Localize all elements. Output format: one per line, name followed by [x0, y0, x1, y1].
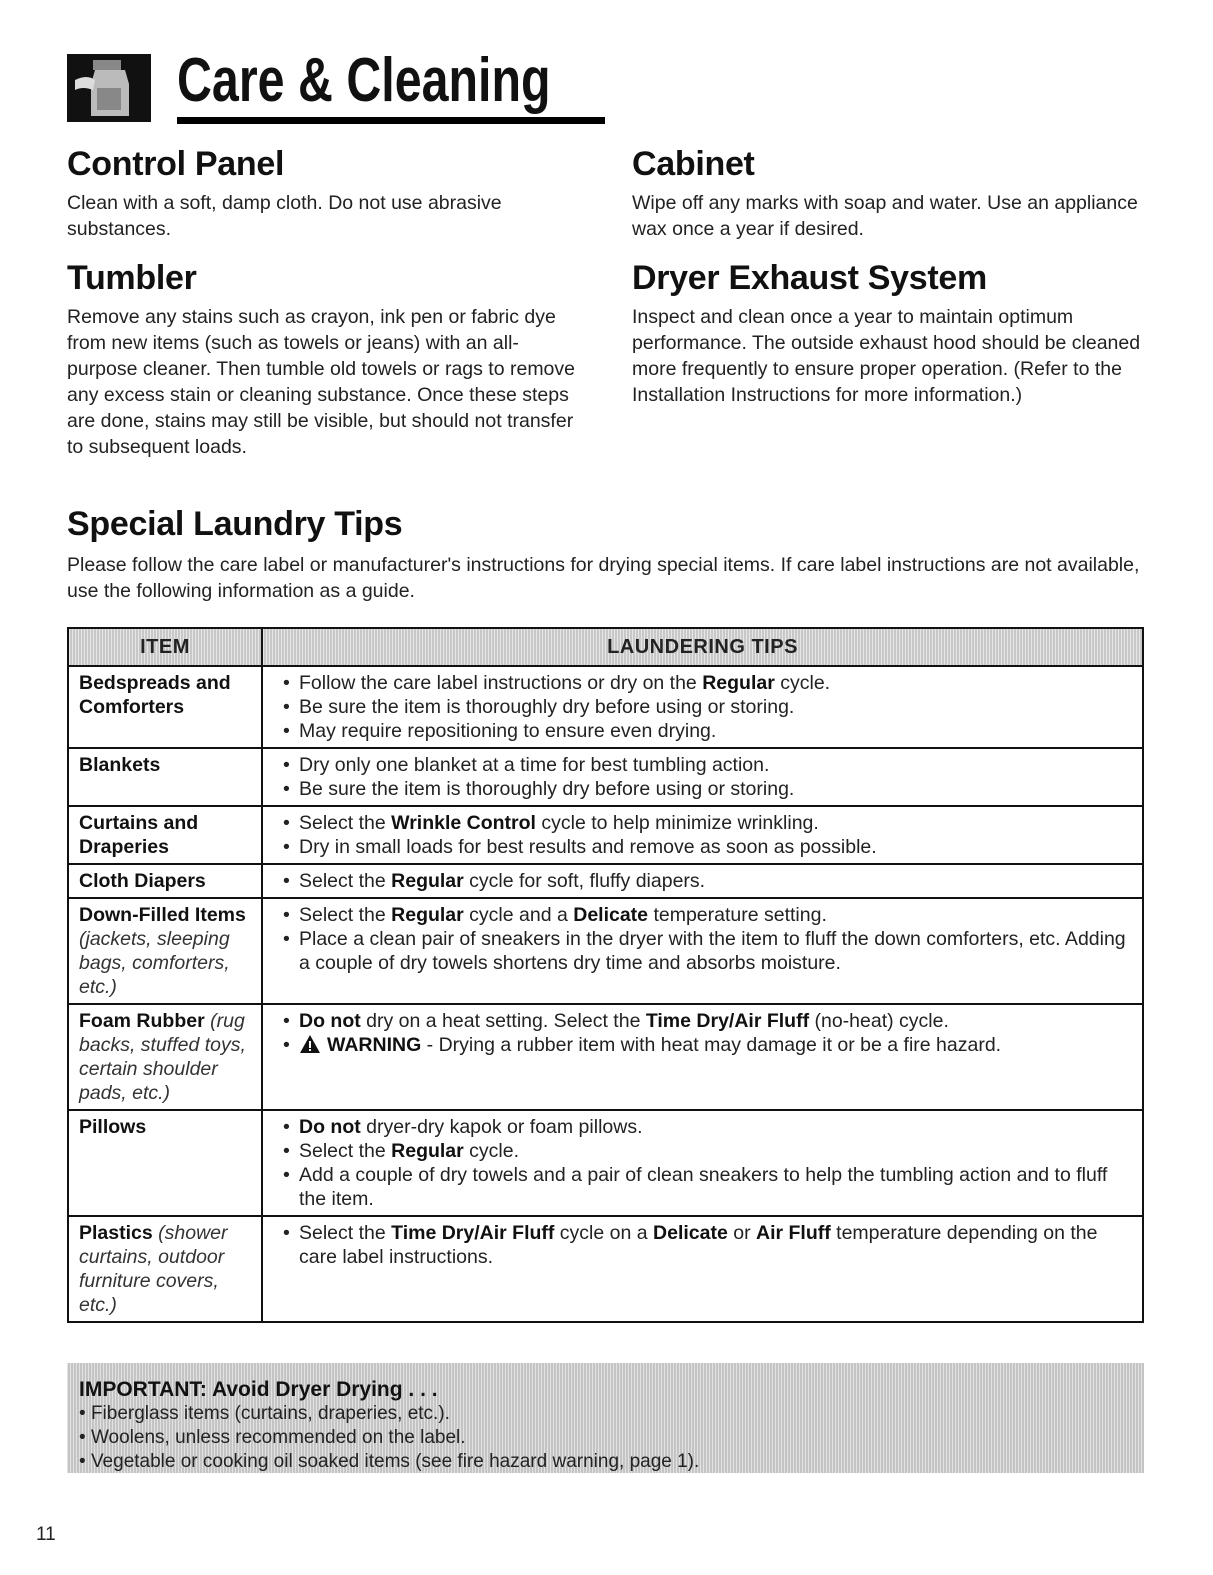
item-cell [68, 1110, 262, 1216]
dryer-exhaust-heading: Dryer Exhaust System [632, 259, 987, 297]
control-panel-heading: Control Panel [67, 145, 285, 183]
table-row [68, 864, 1143, 898]
tips-cell [262, 1004, 1143, 1110]
tip-list [273, 869, 1132, 893]
item-cell [68, 1004, 262, 1110]
page-header [67, 40, 551, 130]
item-note: (shower curtains, outdoor furniture covers, etc.) [79, 1222, 228, 1316]
tips-cell [262, 1216, 1143, 1322]
tips-cell [262, 806, 1143, 864]
cabinet-text: Wipe off any marks with soap and water. Use an appliance wax once a year if desired. [632, 192, 1138, 240]
special-laundry-tips-intro: Please follow the care label or manufacturer's instructions for drying special items. If care label instructions are not available, use the following information as a guide. [67, 554, 1140, 602]
table-row [68, 898, 1143, 1004]
important-list [79, 1402, 1144, 1474]
tip-item: • Be sure the item is thoroughly dry before using or storing. [281, 695, 1132, 719]
item-note: (rug backs, stuffed toys, certain shoulder pads, etc.) [79, 1010, 246, 1104]
tip-item: • Dry only one blanket at a time for best tumbling action. [281, 753, 1132, 777]
table-row [68, 1110, 1143, 1216]
table-header-row [68, 628, 1143, 666]
important-title: IMPORTANT: Avoid Dryer Drying . . . [79, 1378, 438, 1401]
tip-item: • Dry in small loads for best results and remove as soon as possible. [281, 835, 1132, 859]
tip-list [273, 1221, 1132, 1269]
tips-cell [262, 666, 1143, 748]
item-name: Blankets [79, 754, 161, 776]
column-header-item: ITEM [68, 628, 262, 666]
table-body [68, 666, 1143, 1322]
tip-list [273, 811, 1132, 859]
tip-item: • Select the Wrinkle Control cycle to help minimize wrinkling. [281, 811, 1132, 835]
page-number: 11 [36, 1524, 56, 1545]
important-notice [67, 1363, 1144, 1473]
tips-cell [262, 898, 1143, 1004]
left-column [67, 142, 587, 460]
important-item: • Vegetable or cooking oil soaked items (see fire hazard warning, page 1). [79, 1450, 1144, 1474]
item-name: Cloth Diapers [79, 870, 206, 892]
warning-icon [299, 1034, 321, 1054]
cabinet-heading: Cabinet [632, 145, 755, 183]
important-item: • Woolens, unless recommended on the label. [79, 1426, 1144, 1450]
tip-list [273, 903, 1132, 975]
tips-cell [262, 748, 1143, 806]
tips-cell [262, 1110, 1143, 1216]
tip-item: • Add a couple of dry towels and a pair of clean sneakers to help the tumbling action and to fluff the item. [281, 1163, 1132, 1211]
right-column [632, 142, 1152, 408]
tip-item: • Select the Regular cycle for soft, fluffy diapers. [281, 869, 1132, 893]
item-name: Plastics [79, 1222, 153, 1244]
tumbler-heading: Tumbler [67, 259, 197, 297]
laundry-tips-table [67, 627, 1144, 1323]
dryer-exhaust-text: Inspect and clean once a year to maintain optimum performance. The outside exhaust hood should be cleaned more frequently to ensure proper operation. (Refer to the Installation Instructions for more information.) [632, 306, 1141, 406]
tip-item: • Select the Regular cycle and a Delicate temperature setting. [281, 903, 1132, 927]
tip-item: • Do not dry on a heat setting. Select the Time Dry/Air Fluff (no-heat) cycle. [281, 1009, 1132, 1033]
tip-item: • Select the Regular cycle. [281, 1139, 1132, 1163]
item-cell [68, 806, 262, 864]
tip-list [273, 1115, 1132, 1211]
tip-item: • Place a clean pair of sneakers in the dryer with the item to fluff the down comforters, etc. Adding a couple of dry towels shortens dry time and absorbs moisture. [281, 927, 1132, 975]
tip-item: • WARNING - Drying a rubber item with heat may damage it or be a fire hazard. [281, 1033, 1132, 1057]
special-laundry-tips [67, 502, 1147, 604]
column-header-laundering-tips: LAUNDERING TIPS [262, 628, 1143, 666]
item-name: Curtains and Draperies [79, 812, 199, 858]
item-cell [68, 1216, 262, 1322]
special-laundry-tips-heading: Special Laundry Tips [67, 505, 403, 543]
table-row [68, 748, 1143, 806]
item-cell [68, 898, 262, 1004]
tip-item: • Do not dryer-dry kapok or foam pillows. [281, 1115, 1132, 1139]
item-note: (jackets, sleeping bags, comforters, etc.) [79, 928, 230, 998]
item-name: Bedspreads and Comforters [79, 672, 231, 718]
item-cell [68, 666, 262, 748]
table-row [68, 666, 1143, 748]
item-name: Pillows [79, 1116, 147, 1138]
item-cell [68, 864, 262, 898]
title-underline [177, 117, 605, 124]
table-row [68, 806, 1143, 864]
tip-list [273, 1009, 1132, 1057]
tumbler-text: Remove any stains such as crayon, ink pen or fabric dye from new items (such as towels or jeans) with an all-purpose cleaner. Then tumble old towels or rags to remove any excess stain or cleaning substance. Once these steps are done, stains may still be visible, but should not transfer to subsequent loads. [67, 306, 575, 458]
tip-item: • Select the Time Dry/Air Fluff cycle on a Delicate or Air Fluff temperature depending on the care label instructions. [281, 1221, 1132, 1269]
table-row [68, 1004, 1143, 1110]
tip-list [273, 753, 1132, 801]
tips-cell [262, 864, 1143, 898]
tip-item: • Follow the care label instructions or dry on the Regular cycle. [281, 671, 1132, 695]
tip-item: • Be sure the item is thoroughly dry before using or storing. [281, 777, 1132, 801]
tip-item: • May require repositioning to ensure even drying. [281, 719, 1132, 743]
item-name: Foam Rubber [79, 1010, 205, 1032]
table-row [68, 1216, 1143, 1322]
important-item: • Fiberglass items (curtains, draperies, etc.). [79, 1402, 1144, 1426]
tip-list [273, 671, 1132, 743]
page-title: Care & Cleaning [177, 46, 551, 115]
control-panel-text: Clean with a soft, damp cloth. Do not use abrasive substances. [67, 192, 502, 240]
item-cell [68, 748, 262, 806]
spray-bottle-icon [67, 54, 151, 122]
item-name: Down-Filled Items [79, 904, 246, 926]
